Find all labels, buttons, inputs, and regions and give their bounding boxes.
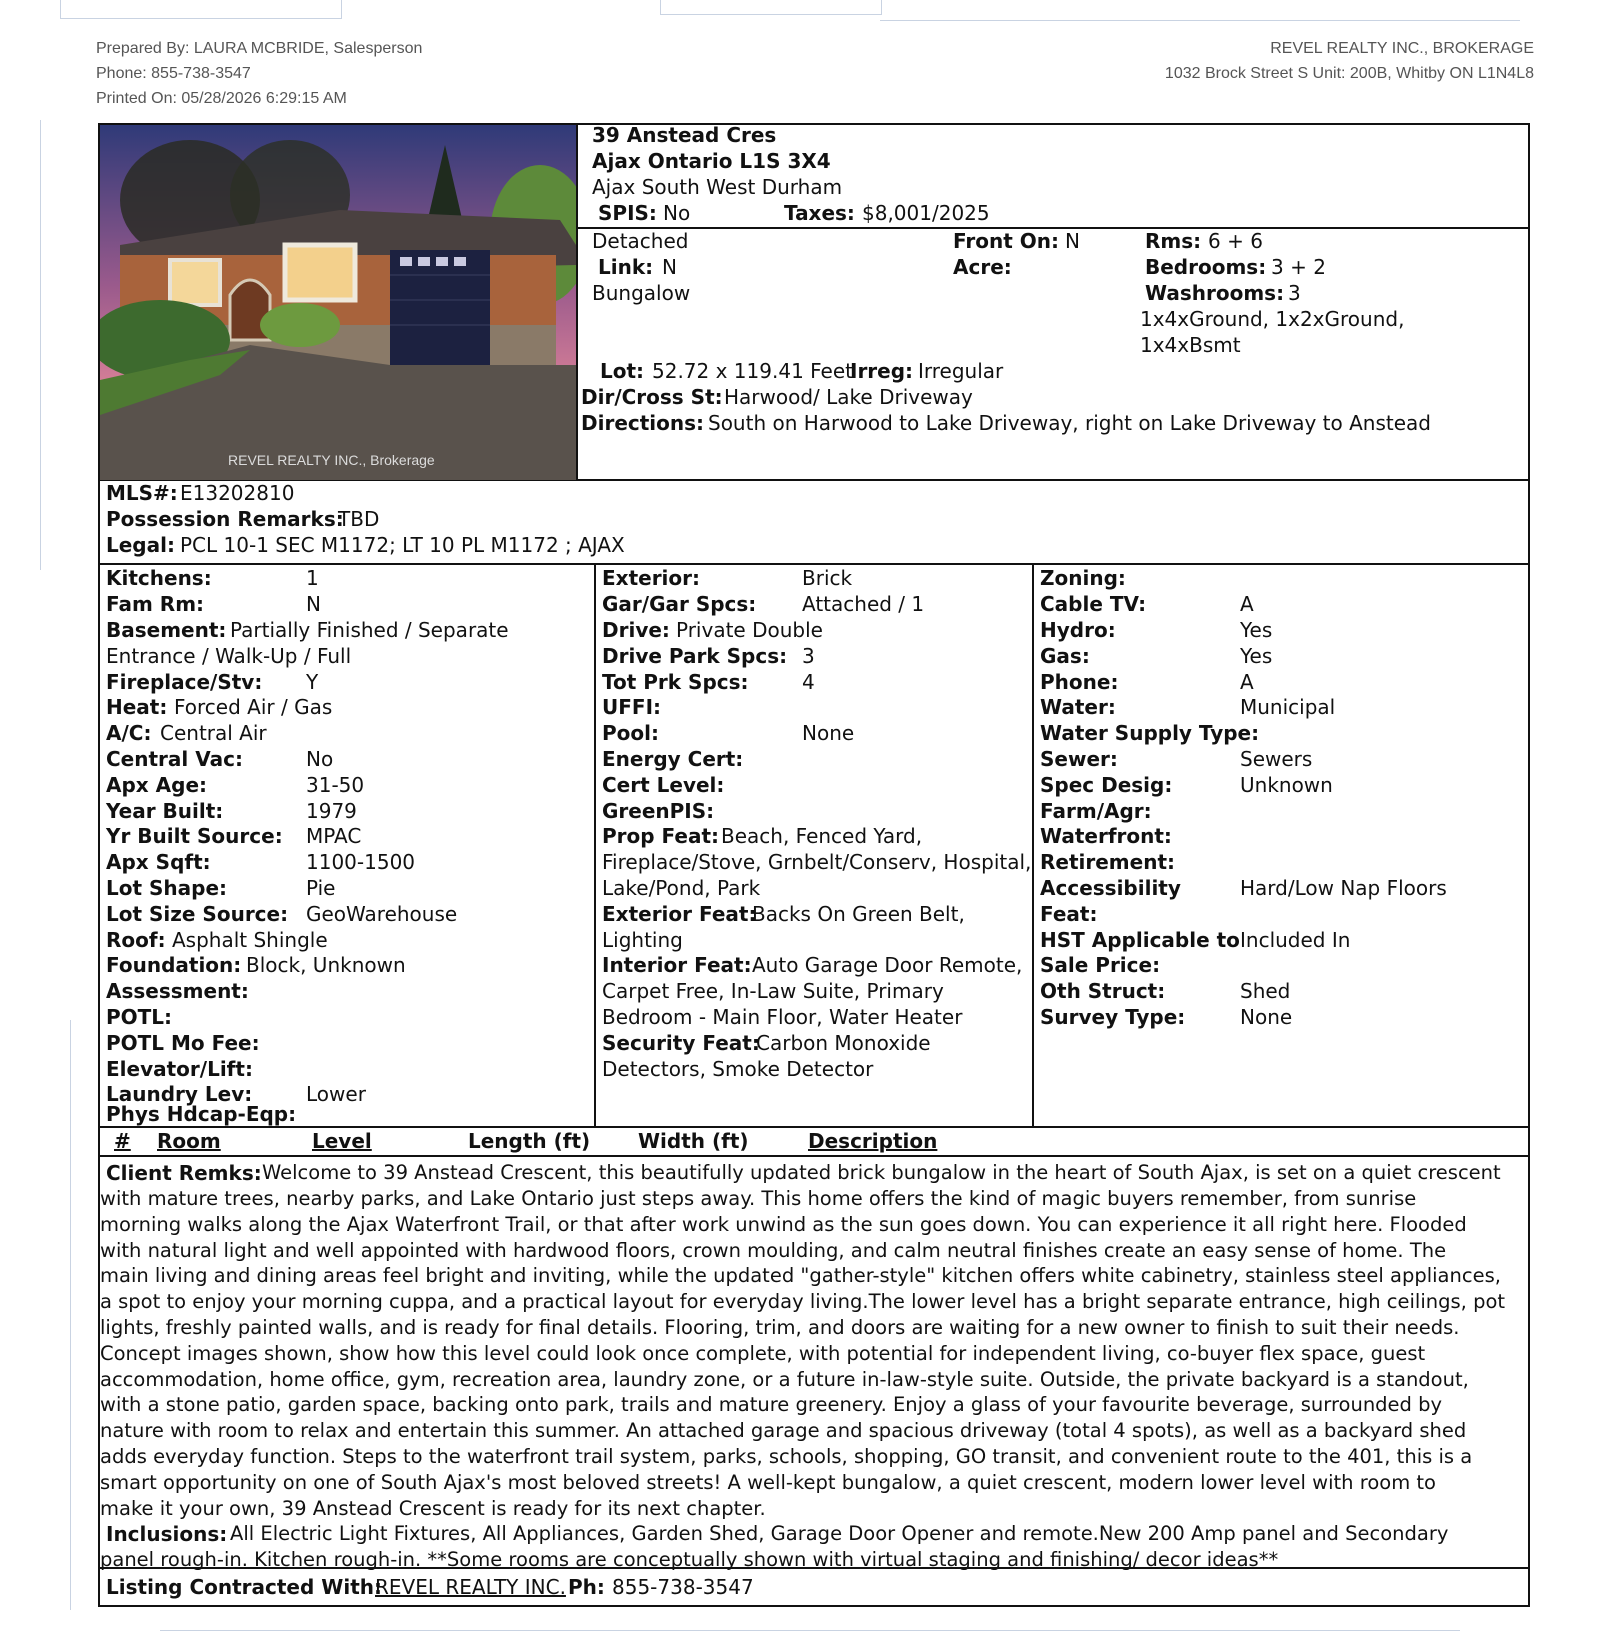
spec-desig-value: Unknown [1240,773,1333,797]
contracted-phone-value: 855-738-3547 [612,1575,754,1599]
exterior-value: Brick [802,566,853,590]
divider [594,563,596,1127]
prop-feat-value: Lake/Pond, Park [602,876,761,900]
client-remarks-line: accommodation, home office, gym, recreation area, laundry zone, or a future in-law-style suite. Outside, the private backyard is a standout, [100,1368,1469,1391]
drive-park-label: Drive Park Spcs: [602,644,788,668]
drive-park-value: 3 [802,644,815,668]
divider [98,1126,1530,1128]
int-feat-label: Interior Feat: [602,953,752,977]
taxes-value: $8,001/2025 [862,201,990,225]
heat-label: Heat: [106,695,168,719]
physhdcap-label: Phys Hdcap-Eqp: [106,1102,297,1126]
blueprint-line [40,120,42,570]
rooms-col-description: Description [808,1129,938,1153]
cross-street-label: Dir/Cross St: [581,385,723,409]
zoning-label: Zoning: [1040,566,1126,590]
kitchens-label: Kitchens: [106,566,212,590]
blueprint-line [70,1020,72,1610]
irreg-value: Irregular [918,359,1004,383]
link-label: Link: [598,255,654,279]
possession-label: Possession Remarks: [106,507,344,531]
blueprint-line [60,0,342,19]
ext-feat-label: Exterior Feat: [602,902,757,926]
rooms-col-length: Length (ft) [468,1129,591,1153]
client-remarks-line: main living and dining areas feel bright and inviting, while the updated "gather-style" kitchen offers white cabinetry, stainless steel appliances, [100,1264,1501,1287]
mls-label: MLS#: [106,481,178,505]
yearbuilt-label: Year Built: [106,799,224,823]
cert-level-label: Cert Level: [602,773,725,797]
water-value: Municipal [1240,695,1336,719]
retirement-label: Retirement: [1040,850,1176,874]
client-remarks-line: with a stone patio, garden space, backing onto park, trails and mature greenery. Enjoy a glass of your favourite beverage, surrounded by [100,1393,1443,1416]
potlfee-label: POTL Mo Fee: [106,1031,260,1055]
accessibility-value: Hard/Low Nap Floors [1240,876,1447,900]
pool-label: Pool: [602,721,659,745]
client-remarks-line: morning walks along the Ajax Waterfront Trail, or that after work unwind as the sun goes down. You can experience it all right here. Flooded [100,1213,1467,1236]
client-remarks-line: Concept images shown, show how this level could look once complete, with potential for independent living, co-buyer flex space, guest [100,1342,1426,1365]
laundry-value: Lower [306,1082,366,1106]
foundation-label: Foundation: [106,953,242,977]
lotshape-value: Pie [306,876,336,900]
bedrooms-label: Bedrooms: [1145,255,1267,279]
spis-label: SPIS: [598,201,657,225]
ext-feat-value: Lighting [602,928,683,952]
sewer-value: Sewers [1240,747,1313,771]
potl-label: POTL: [106,1005,173,1029]
directions-value: South on Harwood to Lake Driveway, right on Lake Driveway to Anstead [708,411,1431,435]
yrsource-label: Yr Built Source: [106,824,283,848]
client-remarks-line: lights, freshly painted walls, and is ready for final details. Flooring, trim, and doors are waiting for a new owner to finish to suit their needs. [100,1316,1460,1339]
foundation-value: Block, Unknown [246,953,406,977]
gas-label: Gas: [1040,644,1090,668]
fireplace-value: Y [306,670,319,694]
hst-label: HST Applicable to [1040,928,1240,952]
exterior-label: Exterior: [602,566,701,590]
water-label: Water: [1040,695,1116,719]
rooms-col-room: Room [157,1129,221,1153]
hydro-label: Hydro: [1040,618,1116,642]
address-line2: Ajax Ontario L1S 3X4 [592,149,831,173]
yearbuilt-value: 1979 [306,799,357,823]
washrooms-value: 3 [1288,281,1301,305]
farm-label: Farm/Agr: [1040,799,1152,823]
client-remarks-label: Client Remks: [106,1161,262,1185]
inclusions-line: panel rough-in. Kitchen rough-in. **Some rooms are conceptually shown with virtual staging and finishing/ decor ideas** [100,1548,1279,1571]
apxage-label: Apx Age: [106,773,208,797]
blueprint-line [660,0,882,15]
property-photo[interactable] [100,125,576,480]
client-remarks-line: smart opportunity on one of South Ajax's most beloved streets! A well-kept bungalow, a quiet crescent, modern lower level with room to [100,1471,1436,1494]
washrooms-detail: 1x4xGround, 1x2xGround, [1140,307,1405,331]
divider [98,1155,1530,1157]
client-remarks-line: with mature trees, nearby parks, and Lake Ontario just steps away. This home offers the kind of magic buyers remember, from sunrise [100,1187,1417,1210]
client-remarks-line: Welcome to 39 Anstead Crescent, this beautifully updated brick bungalow in the heart of South Ajax, is set on a quiet crescent [262,1161,1501,1184]
legal-label: Legal: [106,533,175,557]
inclusions-line: All Electric Light Fixtures, All Appliances, Garden Shed, Garage Door Opener and remote.New 200 Amp panel and Secondary [230,1522,1449,1545]
prop-feat-value: Fireplace/Stove, Grnbelt/Conserv, Hospital, [602,850,1032,874]
pool-value: None [802,721,855,745]
sec-feat-value: Carbon Monoxide [756,1031,931,1055]
accessibility-label: Accessibility [1040,876,1181,900]
rooms-col-level: Level [312,1129,372,1153]
rooms-col-num: # [114,1129,131,1153]
brokerage-name: REVEL REALTY INC., BROKERAGE [1270,40,1534,57]
taxes-label: Taxes: [784,201,855,225]
ac-value: Central Air [160,721,267,745]
water-supply-label: Water Supply Type: [1040,721,1260,745]
blueprint-line [160,1630,1460,1647]
elevator-label: Elevator/Lift: [106,1057,253,1081]
lot-label: Lot: [600,359,645,383]
contracted-phone-label: Ph: [568,1575,605,1599]
printed-on: Printed On: 05/28/2026 6:29:15 AM [96,90,347,107]
rms-label: Rms: [1145,229,1202,253]
greenpis-label: GreenPIS: [602,799,715,823]
front-on-value: N [1065,229,1080,253]
roof-value: Asphalt Shingle [172,928,328,952]
energy-cert-label: Energy Cert: [602,747,744,771]
client-remarks-line: a spot to enjoy your morning cuppa, and a practical layout for everyday living.The lower level has a bright separate entrance, high ceilings, pot [100,1290,1506,1313]
divider [576,123,578,480]
oth-struct-value: Shed [1240,979,1291,1003]
irreg-label: Irreg: [850,359,914,383]
apxage-value: 31-50 [306,773,365,797]
hst-value: Included In [1240,928,1351,952]
oth-struct-label: Oth Struct: [1040,979,1166,1003]
int-feat-value: Bedroom - Main Floor, Water Heater [602,1005,963,1029]
rms-value: 6 + 6 [1208,229,1263,253]
cabletv-value: A [1240,592,1254,616]
client-remarks-line: make it your own, 39 Anstead Crescent is ready for its next chapter. [100,1497,766,1520]
survey-value: None [1240,1005,1293,1029]
roof-label: Roof: [106,928,166,952]
photo-watermark: REVEL REALTY INC., Brokerage [228,452,435,468]
sec-feat-value: Detectors, Smoke Detector [602,1057,874,1081]
divider [1032,563,1034,1127]
lotsource-value: GeoWarehouse [306,902,458,926]
bedrooms-value: 3 + 2 [1271,255,1326,279]
prop-feat-value: Beach, Fenced Yard, [721,824,923,848]
hydro-value: Yes [1240,618,1273,642]
lotsource-label: Lot Size Source: [106,902,289,926]
agent-phone: Phone: 855-738-3547 [96,65,251,82]
kitchens-value: 1 [306,566,319,590]
directions-label: Directions: [581,411,705,435]
washrooms-label: Washrooms: [1145,281,1285,305]
phone-label: Phone: [1040,670,1119,694]
client-remarks-line: nature with room to relax and entertain this summer. An attached garage and spacious driveway (total 4 spots), as well as a backyard shed [100,1419,1467,1442]
cross-street-value: Harwood/ Lake Driveway [724,385,973,409]
apxsqft-label: Apx Sqft: [106,850,211,874]
blueprint-line [880,0,1520,21]
rooms-col-width: Width (ft) [638,1129,749,1153]
property-style: Bungalow [592,281,691,305]
address-line3: Ajax South West Durham [592,175,843,199]
phone-value: A [1240,670,1254,694]
rooms-header [0,1129,1620,1153]
contracted-brokerage-link[interactable]: REVEL REALTY INC. [375,1575,566,1599]
laundry-label: Laundry Lev: [106,1082,253,1106]
famrm-value: N [306,592,321,616]
centralvac-label: Central Vac: [106,747,243,771]
lot-value: 52.72 x 119.41 Feet [652,359,854,383]
hst-label: Sale Price: [1040,953,1161,977]
mls-value: E13202810 [180,481,295,505]
apxsqft-value: 1100-1500 [306,850,416,874]
drive-label: Drive: [602,618,670,642]
int-feat-value: Carpet Free, In-Law Suite, Primary [602,979,944,1003]
sewer-label: Sewer: [1040,747,1118,771]
legal-value: PCL 10-1 SEC M1172; LT 10 PL M1172 ; AJAX [180,533,625,557]
house-image [100,125,576,480]
lotshape-label: Lot Shape: [106,876,228,900]
spis-value: No [663,201,691,225]
client-remarks-line: with natural light and well appointed with hardwood floors, crown moulding, and calm neutral finishes create an easy sense of home. The [100,1239,1447,1262]
cabletv-label: Cable TV: [1040,592,1147,616]
drive-value: Private Double [676,618,823,642]
property-type: Detached [592,229,689,253]
header-left [96,36,422,111]
garage-label: Gar/Gar Spcs: [602,592,757,616]
contracted-label: Listing Contracted With: [106,1575,382,1599]
basement-value: Entrance / Walk-Up / Full [106,644,352,668]
inclusions-label: Inclusions: [106,1522,228,1546]
basement-label: Basement: [106,618,227,642]
uffi-label: UFFI: [602,695,662,719]
total-park-label: Tot Prk Spcs: [602,670,749,694]
washrooms-detail: 1x4xBsmt [1140,333,1241,357]
garage-value: Attached / 1 [802,592,925,616]
prepared-by: Prepared By: LAURA MCBRIDE, Salesperson [96,40,423,57]
waterfront-label: Waterfront: [1040,824,1172,848]
centralvac-value: No [306,747,334,771]
yrsource-value: MPAC [306,824,362,848]
possession-value: TBD [338,507,380,531]
fireplace-label: Fireplace/Stv: [106,670,263,694]
client-remarks-line: adds everyday function. Steps to the waterfront trail system, parks, schools, shopping, GO transit, and convenient route to the 401, this is a [100,1445,1473,1468]
link-value: N [662,255,677,279]
survey-label: Survey Type: [1040,1005,1186,1029]
heat-value: Forced Air / Gas [174,695,333,719]
header-right [1165,36,1534,86]
acre-label: Acre: [953,255,1012,279]
prop-feat-label: Prop Feat: [602,824,720,848]
sec-feat-label: Security Feat: [602,1031,760,1055]
spec-desig-label: Spec Desig: [1040,773,1173,797]
brokerage-address: 1032 Brock Street S Unit: 200B, Whitby ON L1N4L8 [1164,65,1534,82]
front-on-label: Front On: [953,229,1059,253]
famrm-label: Fam Rm: [106,592,205,616]
ac-label: A/C: [106,721,152,745]
int-feat-value: Auto Garage Door Remote, [752,953,1023,977]
ext-feat-value: Backs On Green Belt, [752,902,965,926]
total-park-value: 4 [802,670,815,694]
basement-value: Partially Finished / Separate [230,618,509,642]
gas-value: Yes [1240,644,1273,668]
address-line1: 39 Anstead Cres [592,123,777,147]
assessment-label: Assessment: [106,979,249,1003]
accessibility-label: Feat: [1040,902,1098,926]
